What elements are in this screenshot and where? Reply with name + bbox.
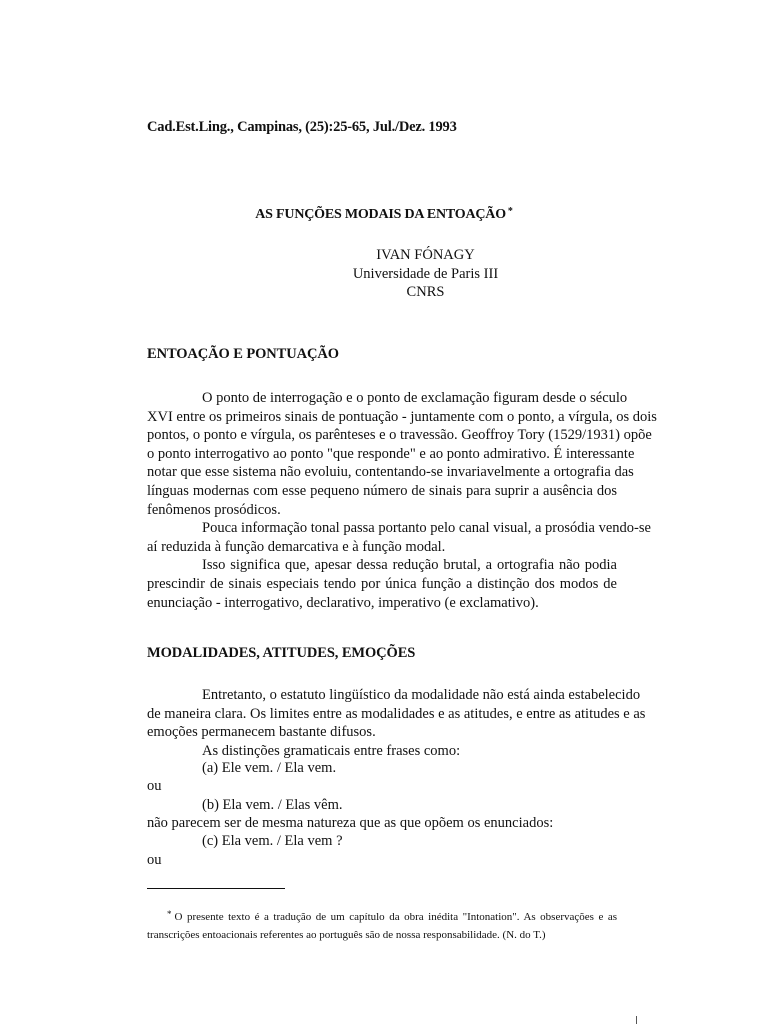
paragraph-line: XVI entre os primeiros sinais de pontuação - juntamente com o ponto, a vírgula, os dois — [147, 408, 657, 425]
example-b: (b) Ela vem. / Elas vêm. — [202, 797, 343, 813]
author-institution: CNRS — [406, 284, 445, 300]
paragraph-line: fenômenos prosódicos. — [147, 501, 281, 518]
paragraph-line: enunciação - interrogativo, declarativo, imperativo (e exclamativo). — [147, 594, 539, 611]
footnote-text: O presente texto é a tradução de um capítulo da obra inédita "Intonation". As observações e as — [174, 911, 617, 923]
paragraph-line: prescindir de sinais especiais tendo por única função a distinção dos modos de — [147, 575, 617, 592]
author-affiliation: Universidade de Paris III — [352, 265, 499, 282]
footnote-divider — [147, 888, 285, 889]
paragraph-line: pontos, o ponto e vírgula, os parênteses e o travessão. Geoffroy Tory (1529/1931) opõe — [147, 427, 652, 444]
footnote-line — [147, 906, 617, 927]
section-heading-entoacao: ENTOAÇÃO E PONTUAÇÃO — [147, 346, 339, 362]
section-heading-modalidades: MODALIDADES, ATITUDES, EMOÇÕES — [147, 645, 416, 661]
footnote — [147, 906, 617, 944]
connector-ou: ou — [147, 778, 162, 794]
title-footnote-marker: * — [507, 206, 513, 217]
paragraph-line: de maneira clara. Os limites entre as modalidades e as atitudes, e entre as atitudes e as — [147, 705, 646, 722]
paragraph-line: Entretanto, o estatuto lingüístico da modalidade não está ainda estabelecido — [202, 687, 641, 703]
paragraph-modalidades — [147, 686, 646, 760]
paragraph-line: o ponto interrogativo ao ponto "que responde" e ao ponto admirativo. É interessante — [147, 445, 635, 462]
article-title — [0, 206, 768, 223]
paragraph-line: aí reduzida à função demarcativa e à função modal. — [147, 538, 446, 555]
article-title-text: AS FUNÇÕES MODAIS DA ENTOAÇÃO — [255, 207, 506, 222]
example-c: (c) Ela vem. / Ela vem ? — [202, 833, 343, 849]
paragraph-line: As distinções gramaticais entre frases como: — [202, 742, 461, 759]
comparison-line: não parecem ser de mesma natureza que as que opõem os enunciados: — [147, 815, 554, 831]
paragraph-line: emoções permanecem bastante difusos. — [147, 724, 376, 741]
connector-ou: ou — [147, 852, 162, 868]
footnote-marker: * — [167, 909, 172, 919]
author-name: IVAN FÓNAGY — [376, 247, 475, 263]
paragraph-line: Pouca informação tonal passa portanto pelo canal visual, a prosódia vendo-se — [202, 520, 651, 537]
paragraph-line: notar que esse sistema não evoluiu, contentando-se invariavelmente a ortografia das — [147, 464, 634, 481]
paragraph-line: Isso significa que, apesar dessa redução brutal, a ortografia não podia — [202, 557, 617, 574]
paragraph-line: línguas modernas com esse pequeno número de sinais para suprir a ausência dos — [147, 482, 617, 499]
journal-citation: Cad.Est.Ling., Campinas, (25):25-65, Jul./Dez. 1993 — [147, 119, 457, 135]
author-block — [0, 246, 768, 302]
footnote-line: transcrições entoacionais referentes ao português são de nossa responsabilidade. (N. do T.) — [147, 928, 546, 941]
example-a: (a) Ele vem. / Ela vem. — [202, 760, 337, 776]
paragraph-pontuacao — [147, 389, 657, 612]
paragraph-line: O ponto de interrogação e o ponto de exclamação figuram desde o século — [202, 390, 628, 406]
scan-mark — [636, 1016, 637, 1024]
